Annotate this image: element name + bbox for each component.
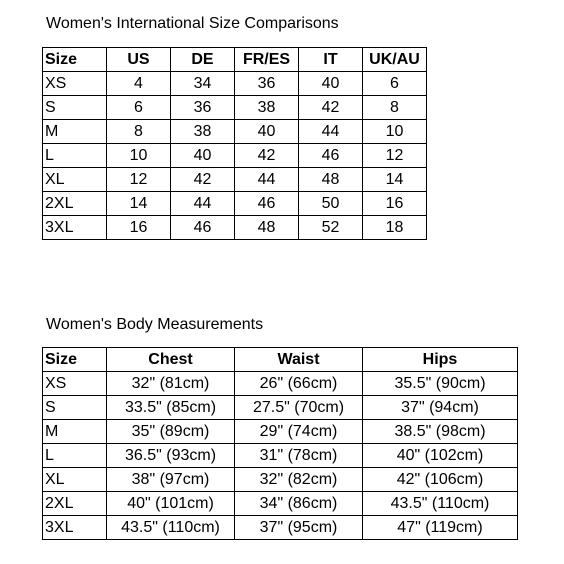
table-cell: 38" (97cm) [107,468,235,492]
header-cell: DE [171,48,235,72]
size-cell: S [43,96,107,120]
table-cell: 26" (66cm) [235,372,363,396]
table-row [43,396,518,420]
header-cell: Size [43,348,107,372]
table-cell: 6 [363,72,427,96]
body-measurements-table [42,347,518,540]
table-cell: 48 [235,216,299,240]
table-cell: 48 [299,168,363,192]
table-cell: 43.5" (110cm) [107,516,235,540]
table-cell: 40" (101cm) [107,492,235,516]
table-cell: 50 [299,192,363,216]
table-cell: 37" (94cm) [363,396,518,420]
table-cell: 52 [299,216,363,240]
table-row [43,372,518,396]
table-cell: 36.5" (93cm) [107,444,235,468]
table-cell: 16 [363,192,427,216]
size-cell: XL [43,468,107,492]
table-cell: 47" (119cm) [363,516,518,540]
table-cell: 36 [171,96,235,120]
size-cell: L [43,144,107,168]
table-cell: 12 [363,144,427,168]
table-cell: 29" (74cm) [235,420,363,444]
size-cell: M [43,120,107,144]
size-cell: 3XL [43,516,107,540]
header-cell: Waist [235,348,363,372]
table-cell: 35.5" (90cm) [363,372,518,396]
table-cell: 4 [107,72,171,96]
size-cell: 2XL [43,192,107,216]
table-cell: 40 [299,72,363,96]
size-cell: XS [43,72,107,96]
size-cell: XS [43,372,107,396]
table-row [43,120,427,144]
table-cell: 43.5" (110cm) [363,492,518,516]
size-cell: 3XL [43,216,107,240]
header-cell: FR/ES [235,48,299,72]
table-cell: 42 [299,96,363,120]
table-cell: 44 [235,168,299,192]
header-cell: IT [299,48,363,72]
table-row [43,168,427,192]
table-cell: 38 [171,120,235,144]
table-cell: 27.5" (70cm) [235,396,363,420]
table-row [43,216,427,240]
table-cell: 10 [107,144,171,168]
table-cell: 38.5" (98cm) [363,420,518,444]
size-comparison-table [42,47,427,240]
header-cell: US [107,48,171,72]
table-cell: 38 [235,96,299,120]
header-row [43,348,518,372]
table-cell: 36 [235,72,299,96]
size-cell: L [43,444,107,468]
table-cell: 18 [363,216,427,240]
table-cell: 46 [299,144,363,168]
table-row [43,144,427,168]
table-cell: 34 [171,72,235,96]
measurements-table-title: Women's Body Measurements [46,316,264,333]
table-cell: 8 [363,96,427,120]
table-cell: 32" (82cm) [235,468,363,492]
table-cell: 12 [107,168,171,192]
table-row [43,192,427,216]
size-cell: M [43,420,107,444]
header-row [43,48,427,72]
table-cell: 31" (78cm) [235,444,363,468]
table-row [43,96,427,120]
table-row [43,420,518,444]
table-cell: 14 [363,168,427,192]
table-row [43,72,427,96]
header-cell: Size [43,48,107,72]
table-cell: 16 [107,216,171,240]
size-cell: 2XL [43,492,107,516]
table-row [43,492,518,516]
header-cell: UK/AU [363,48,427,72]
table-cell: 35" (89cm) [107,420,235,444]
size-cell: XL [43,168,107,192]
table-cell: 10 [363,120,427,144]
table-cell: 46 [235,192,299,216]
table-cell: 37" (95cm) [235,516,363,540]
table-row [43,516,518,540]
table-cell: 32" (81cm) [107,372,235,396]
table-cell: 42 [235,144,299,168]
header-cell: Hips [363,348,518,372]
table-cell: 14 [107,192,171,216]
table-cell: 34" (86cm) [235,492,363,516]
table-cell: 6 [107,96,171,120]
table-cell: 42 [171,168,235,192]
comparison-table-title: Women's International Size Comparisons [46,15,339,32]
table-cell: 40" (102cm) [363,444,518,468]
table-cell: 40 [171,144,235,168]
table-cell: 44 [299,120,363,144]
table-cell: 44 [171,192,235,216]
table-cell: 33.5" (85cm) [107,396,235,420]
table-cell: 42" (106cm) [363,468,518,492]
table-row [43,468,518,492]
table-cell: 8 [107,120,171,144]
table-cell: 46 [171,216,235,240]
table-row [43,444,518,468]
header-cell: Chest [107,348,235,372]
size-cell: S [43,396,107,420]
table-cell: 40 [235,120,299,144]
